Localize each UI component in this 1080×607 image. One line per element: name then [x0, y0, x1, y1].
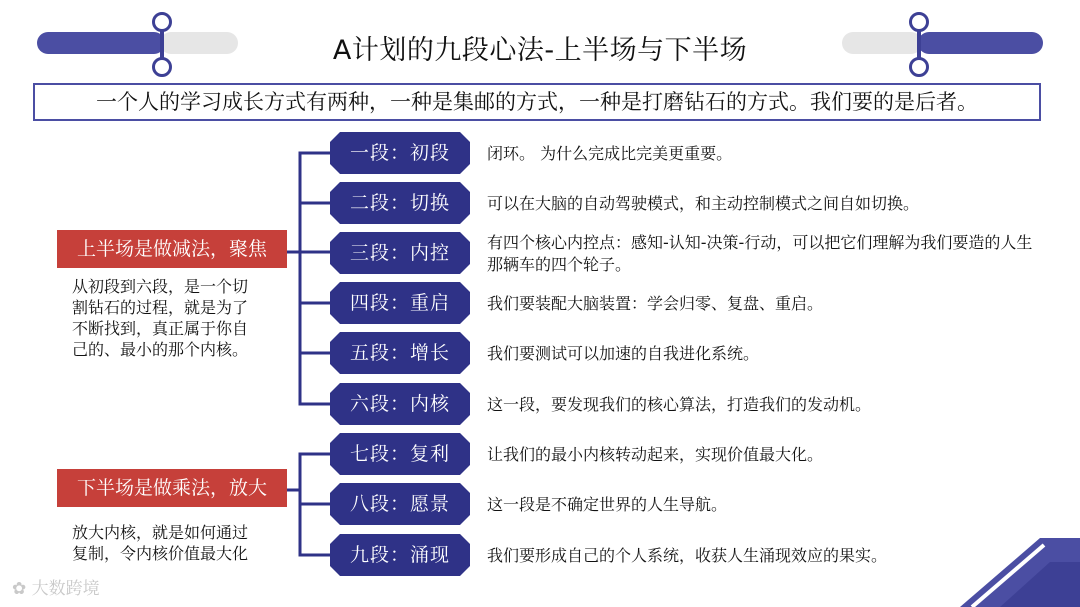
- page-title: A计划的九段心法-上半场与下半场: [332, 35, 748, 66]
- stage-description: 这一段，要发现我们的核心算法，打造我们的发动机。: [487, 395, 872, 414]
- watermark: [12, 574, 100, 599]
- upper-half-label: 上半场是做减法，聚焦: [57, 230, 287, 268]
- stage-label: 九段：涌现: [349, 544, 450, 566]
- stage-description: 我们要测试可以加速的自我进化系统。: [487, 344, 760, 363]
- stage-description: 有四个核心内控点：感知-认知-决策-行动，可以把它们理解为我们要造的人生那辆车的四个轮子。: [487, 233, 1033, 274]
- stage-description: 可以在大脑的自动驾驶模式，和主动控制模式之间自如切换。: [487, 194, 920, 213]
- stage-label: 八段：愿景: [349, 493, 450, 515]
- lower-half-desc-line: 放大内核，就是如何通过: [72, 523, 249, 542]
- lower-half-label: 下半场是做乘法，放大: [57, 469, 287, 507]
- stage-label: 七段：复利: [349, 443, 450, 465]
- stage-label: 五段：增长: [349, 342, 450, 364]
- watermark-logo-icon: ✿: [12, 579, 32, 599]
- upper-half-desc-line: 不断找到，真正属于你自: [72, 319, 249, 338]
- upper-half-desc-line: 己的、最小的那个内核。: [72, 340, 249, 359]
- stage-description: 我们要装配大脑装置：学会归零、复盘、重启。: [487, 294, 824, 313]
- stage-label: 四段：重启: [349, 292, 450, 314]
- upper-half-desc-line: 割钻石的过程，就是为了: [72, 298, 249, 317]
- stage-description: 我们要形成自己的个人系统，收获人生涌现效应的果实。: [487, 546, 888, 565]
- stage-label: 一段：初段: [349, 142, 450, 164]
- upper-half-desc-line: 从初段到六段，是一个切: [72, 277, 249, 296]
- stage-description: 这一段是不确定世界的人生导航。: [487, 495, 728, 514]
- stage-description: 闭环。 为什么完成比完美更重要。: [487, 144, 733, 163]
- lower-half-desc-line: 复制，令内核价值最大化: [72, 544, 249, 563]
- subtitle: 一个人的学习成长方式有两种，一种是集邮的方式，一种是打磨钻石的方式。我们要的是后者。: [96, 90, 978, 114]
- stage-label: 三段：内控: [349, 242, 450, 264]
- stage-description: 让我们的最小内核转动起来，实现价值最大化。: [487, 445, 824, 464]
- stage-label: 六段：内核: [349, 393, 450, 415]
- watermark-text: 大数跨境: [31, 579, 100, 599]
- stage-label: 二段：切换: [349, 192, 450, 214]
